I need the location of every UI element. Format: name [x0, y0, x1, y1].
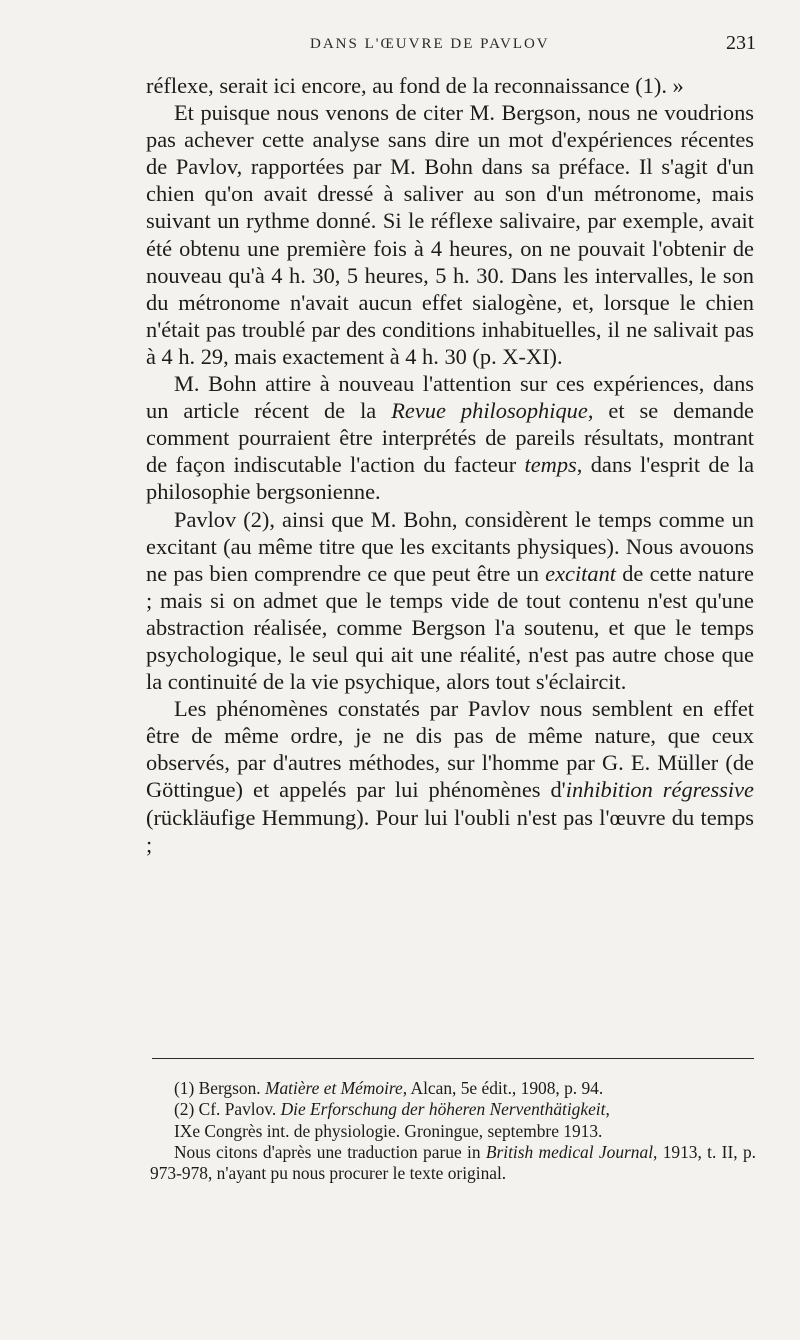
- paragraph-time-excitant: [146, 506, 754, 696]
- paragraph-3-text-a: M. Bohn attire à nouveau l'attention sur ces expériences, dans un article récent de la: [146, 371, 754, 424]
- paragraph-bohn-article: [146, 370, 754, 505]
- paragraph-4-text-b: de cette nature ; mais si on admet que le temps vide de tout contenu n'est qu'une abstraction réalisée, comme Bergson l'a soutenu, et que le temps psychologique, le seul qui ait une réalité, n'est pas autre chose que la continuité de la vie psychique, alors tout s'éclaircit.: [146, 560, 754, 695]
- paragraph-pavlov-experiments: [146, 99, 754, 370]
- paragraph-5-text-b: (rückläufige Hemmung). Pour lui l'oubli n'est pas l'œuvre du temps ;: [146, 804, 754, 857]
- footnote-2-line-3b: , 1913, t. II, p. 973-978, n'ayant pu nous procurer le texte original.: [150, 1141, 756, 1184]
- paragraph-2-text: Et puisque nous venons de citer M. Bergson, nous ne voudrions pas achever cette analyse sans dire un mot d'expériences récentes de Pavlov, rapportées par M. Bohn dans sa préface. Il s'agit d'un chien qu'on avait dressé à saliver au son d'un métronome, mais suivant un rythme donné. Si le réflexe salivaire, par exemple, avait été obtenu une première fois à 4 heures, on ne pouvait l'obtenir de nouveau qu'à 4 h. 30, 5 heures, 5 h. 30. Dans les intervalles, le son du métronome n'avait aucun effet sialogène, et, lorsque le chien n'était pas troublé par des conditions inhabituelles, il ne salivait pas à 4 h. 29, mais exactement à 4 h. 30 (p. X-XI).: [146, 100, 754, 369]
- footnote-2-congress: [150, 1121, 756, 1142]
- paragraph-4-text-a: Pavlov (2), ainsi que M. Bohn, considèrent le temps comme un excitant (au même titre que les excitants physiques). Nous avouons ne pas bien comprendre ce que peut être un: [146, 506, 754, 586]
- footnote-2: [150, 1099, 756, 1120]
- footnote-2-marker: (2) Cf. Pavlov.: [174, 1099, 281, 1120]
- running-title: DANS L'ŒUVRE DE PAVLOV: [310, 36, 550, 52]
- footnote-1-rest: , Alcan, 5e édit., 1908, p. 94.: [402, 1078, 604, 1098]
- paragraph-muller-inhibition: [146, 695, 754, 858]
- footnote-2-journal: British medical Journal: [485, 1141, 654, 1162]
- main-text: [146, 72, 754, 858]
- footnote-2-title: Die Erforschung der höheren Nerventhätigkeit: [280, 1099, 606, 1120]
- journal-title-revue-philosophique: Revue philosophique: [391, 398, 588, 424]
- footnote-separator: [152, 1058, 754, 1059]
- footnote-2-translation: [150, 1142, 756, 1185]
- footnote-2-line-3a: Nous citons d'après une traduction parue in: [174, 1141, 486, 1162]
- paragraph-1-text: réflexe, serait ici encore, au fond de la reconnaissance (1). »: [146, 73, 684, 98]
- term-excitant: excitant: [545, 560, 616, 586]
- footnote-2-line-2: IXe Congrès int. de physiologie. Groningue, septembre 1913.: [174, 1120, 603, 1141]
- term-inhibition-regressive: inhibition régressive: [565, 777, 754, 803]
- footnote-2-rest: ,: [605, 1099, 610, 1120]
- footnotes: [150, 1078, 756, 1184]
- term-temps: temps: [524, 452, 577, 478]
- paragraph-3-text-c: , dans l'esprit de la philosophie bergsonienne.: [146, 452, 755, 505]
- page-number: 231: [726, 32, 756, 54]
- paragraph-3-text-b: , et se demande comment pourraient être interprétés de pareils résultats, montrant de façon indiscutable l'action du facteur: [146, 398, 754, 478]
- paragraph-5-text-a: Les phénomènes constatés par Pavlov nous semblent en effet être de même ordre, je ne dis pas de même nature, que ceux observés, par d'autres méthodes, sur l'homme par G. E. Müller (de Göttingue) et appelés par lui phénomènes d': [146, 696, 754, 803]
- footnote-1-title: Matière et Mémoire: [264, 1078, 403, 1098]
- footnote-1-marker: (1) Bergson.: [174, 1078, 265, 1098]
- paragraph-continuation: [146, 72, 754, 99]
- footnote-1: [150, 1078, 756, 1099]
